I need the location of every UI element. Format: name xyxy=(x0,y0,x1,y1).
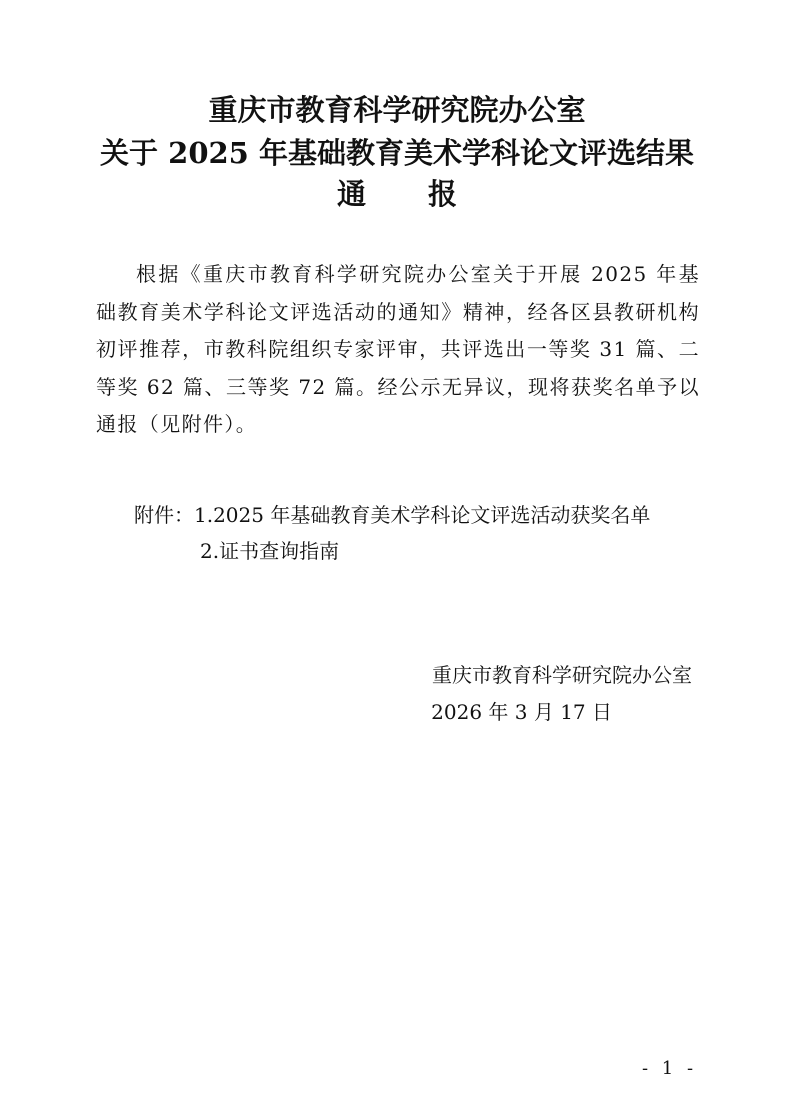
body-paragraph: 根据《重庆市教育科学研究院办公室关于开展 2025 年基础教育美术学科论文评选活动的通知》精神，经各区县教研机构初评推荐，市教科院组织专家评审，共评选出一等奖 31 篇、二等奖 62 篇、三等奖 72 篇。经公示无异议，现将获奖名单予以通报（见附件）。 xyxy=(96,262,700,436)
page-number: - 1 - xyxy=(642,1058,698,1079)
signature-block xyxy=(380,657,692,731)
signature-org: 重庆市教育科学研究院办公室 xyxy=(432,663,692,687)
title-line-2: 关于 2025 年基础教育美术学科论文评选结果 xyxy=(100,136,694,170)
title-line-3: 通 报 xyxy=(336,177,484,211)
signature-date: 2026 年 3 月 17 日 xyxy=(431,700,612,724)
attachments-block xyxy=(134,497,650,569)
attachment-item-1: 1.2025 年基础教育美术学科论文评选活动获奖名单 xyxy=(194,503,651,527)
title-line-1: 重庆市教育科学研究院办公室 xyxy=(208,93,586,127)
attachment-label: 附件： xyxy=(134,503,194,527)
attachment-row-1 xyxy=(134,497,650,533)
attachment-item-2: 2.证书查询指南 xyxy=(200,539,340,563)
